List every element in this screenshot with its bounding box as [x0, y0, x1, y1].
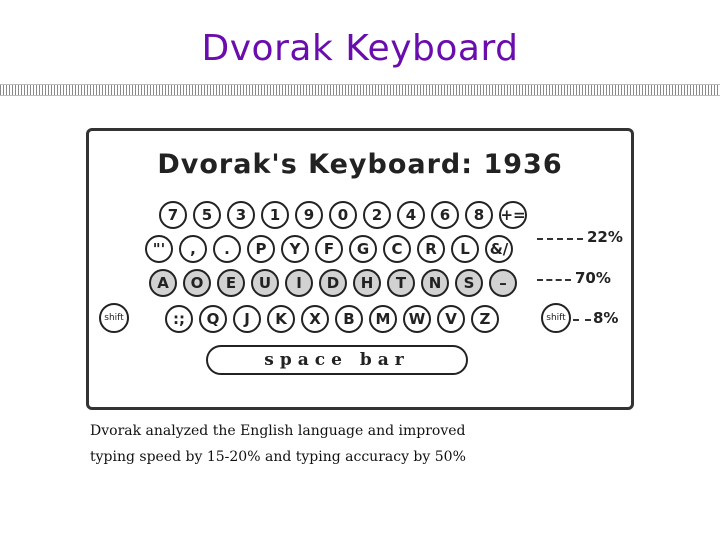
top-row-key: "': [145, 235, 173, 263]
bottom-row-leader: [573, 319, 591, 321]
number-row-key: 6: [431, 201, 459, 229]
home-row-key: O: [183, 269, 211, 297]
keyboard-figure: [86, 128, 634, 410]
home-row-key: N: [421, 269, 449, 297]
home-row-leader: [537, 279, 571, 281]
number-row-key: 7: [159, 201, 187, 229]
bottom-row-key: M: [369, 305, 397, 333]
left-shift-key: shift: [99, 303, 129, 333]
number-row-key: 3: [227, 201, 255, 229]
bottom-row-key: V: [437, 305, 465, 333]
top-row-key: F: [315, 235, 343, 263]
top-row-key: L: [451, 235, 479, 263]
bottom-row-key: K: [267, 305, 295, 333]
top-row-key: .: [213, 235, 241, 263]
top-row-key: ,: [179, 235, 207, 263]
space-bar-key: space bar: [206, 345, 468, 375]
top-row-key: C: [383, 235, 411, 263]
number-row-key: +=: [499, 201, 527, 229]
home-row-key: E: [217, 269, 245, 297]
figure-title: Dvorak's Keyboard: 1936: [157, 149, 563, 180]
top-row-leader: [537, 238, 583, 240]
slide-title: Dvorak Keyboard: [201, 28, 519, 69]
number-row-key: 1: [261, 201, 289, 229]
top-row-key: Y: [281, 235, 309, 263]
number-row-key: 0: [329, 201, 357, 229]
home-row-key: I: [285, 269, 313, 297]
home-row-percentage: 70%: [575, 269, 611, 287]
caption-line-2: typing speed by 15-20% and typing accuracy by 50%: [90, 449, 466, 465]
bottom-row-key: J: [233, 305, 261, 333]
top-row-key: G: [349, 235, 377, 263]
number-row-key: 5: [193, 201, 221, 229]
number-row-key: 8: [465, 201, 493, 229]
home-row-key: D: [319, 269, 347, 297]
caption-line-1: Dvorak analyzed the English language and improved: [90, 423, 466, 439]
right-shift-key: shift: [541, 303, 571, 333]
bottom-row-key: :;: [165, 305, 193, 333]
top-row-key: &/: [485, 235, 513, 263]
top-row-percentage: 22%: [587, 228, 623, 246]
bottom-row-key: B: [335, 305, 363, 333]
number-row-key: 2: [363, 201, 391, 229]
bottom-row-key: X: [301, 305, 329, 333]
home-row-key: A: [149, 269, 177, 297]
home-row-key: H: [353, 269, 381, 297]
number-row-key: 9: [295, 201, 323, 229]
top-row-key: P: [247, 235, 275, 263]
bottom-row-percentage: 8%: [593, 309, 619, 327]
number-row-key: 4: [397, 201, 425, 229]
home-row-key: U: [251, 269, 279, 297]
bottom-row-key: Q: [199, 305, 227, 333]
bottom-row-key: W: [403, 305, 431, 333]
home-row-key: T: [387, 269, 415, 297]
title-divider: [0, 84, 720, 96]
bottom-row-key: Z: [471, 305, 499, 333]
caption: [90, 418, 510, 470]
top-row-key: R: [417, 235, 445, 263]
home-row-key: –: [489, 269, 517, 297]
home-row-key: S: [455, 269, 483, 297]
